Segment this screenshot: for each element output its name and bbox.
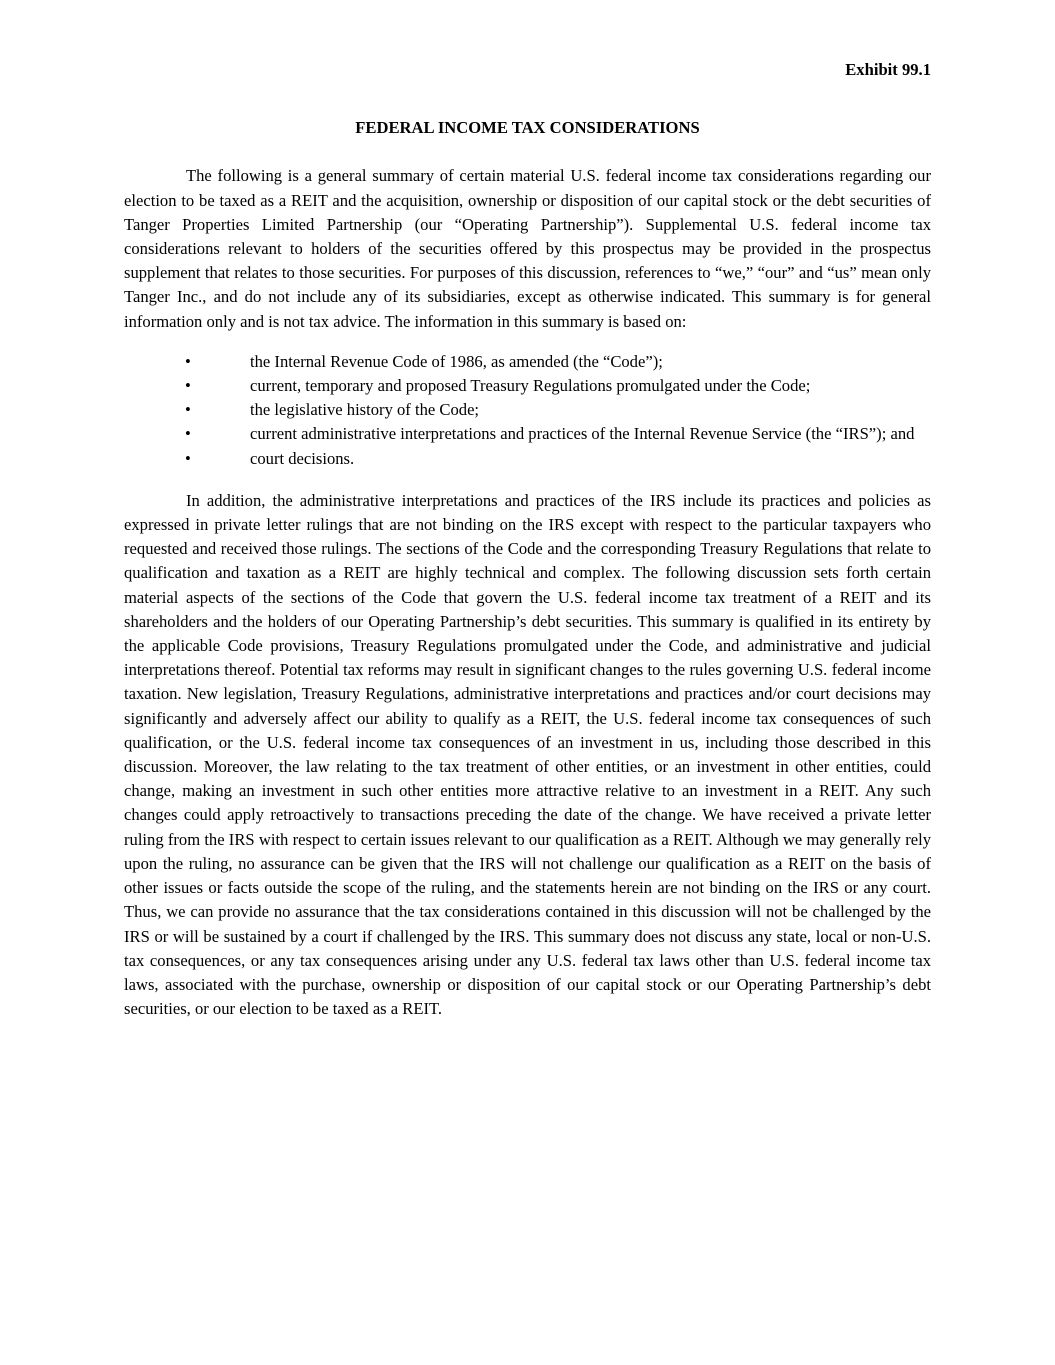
- list-item: [124, 374, 931, 398]
- bullet-text: the Internal Revenue Code of 1986, as amended (the “Code”);: [250, 351, 663, 371]
- bullet-icon: •: [185, 424, 191, 444]
- bullet-text: current, temporary and proposed Treasury Regulations promulgated under the Code;: [250, 376, 811, 396]
- intro-paragraph: The following is a general summary of certain material U.S. federal income tax considerations regarding our election to be taxed as a REIT and the acquisition, ownership or disposition of our capital stock or the debt securities of Tanger Properties Limited Partnership (our “Operating Partnership”). Supplemental U.S. federal income tax considerations relevant to holders of the securities offered by this prospectus may be provided in the prospectus supplement that relates to those securities. For purposes of this discussion, references to “we,” “our” and “us” mean only Tanger Inc., and do not include any of its subsidiaries, except as otherwise indicated. This summary is for general information only and is not tax advice. The information in this summary is based on:: [124, 166, 931, 331]
- list-item: [124, 447, 931, 471]
- list-item: [124, 398, 931, 422]
- bullet-list: [124, 350, 931, 471]
- body-paragraph: In addition, the administrative interpretations and practices of the IRS include its practices and policies as expressed in private letter rulings that are not binding on the IRS except with respect to the particular taxpayers who requested and received those rulings. The sections of the Code and the corresponding Treasury Regulations that relate to qualification and taxation as a REIT are highly technical and complex. The following discussion sets forth certain material aspects of the sections of the Code that govern the U.S. federal income tax treatment of a REIT and its shareholders and the holders of our Operating Partnership’s debt securities. This summary is qualified in its entirety by the applicable Code provisions, Treasury Regulations promulgated under the Code, and administrative and judicial interpretations thereof. Potential tax reforms may result in significant changes to the rules governing U.S. federal income taxation. New legislation, Treasury Regulations, administrative interpretations and practices and/or court decisions may significantly and adversely affect our ability to qualify as a REIT, the U.S. federal income tax consequences of such qualification, or the U.S. federal income tax consequences of an investment in us, including those described in this discussion. Moreover, the law relating to the tax treatment of other entities, or an investment in other entities, could change, making an investment in such other entities more attractive relative to an investment in a REIT. Any such changes could apply retroactively to transactions preceding the date of the change. We have received a private letter ruling from the IRS with respect to certain issues relevant to our qualification as a REIT. Although we may generally rely upon the ruling, no assurance can be given that the IRS will not challenge our qualification as a REIT on the basis of other issues or facts outside the scope of the ruling, and the statements herein are not binding on the IRS or any court. Thus, we can provide no assurance that the tax considerations contained in this discussion will not be challenged by the IRS or will be sustained by a court if challenged by the IRS. This summary does not discuss any state, local or non-U.S. tax consequences, or any tax consequences arising under any U.S. federal tax laws other than U.S. federal income tax laws, associated with the purchase, ownership or disposition of our capital stock or our Operating Partnership’s debt securities, or our election to be taxed as a REIT.: [124, 490, 931, 1019]
- bullet-icon: •: [185, 376, 191, 396]
- bullet-text: court decisions.: [250, 448, 355, 468]
- bullet-text: the legislative history of the Code;: [250, 400, 480, 420]
- exhibit-label: Exhibit 99.1: [845, 60, 931, 79]
- bullet-icon: •: [185, 400, 191, 420]
- document-title: FEDERAL INCOME TAX CONSIDERATIONS: [355, 118, 700, 138]
- bullet-icon: •: [185, 448, 191, 468]
- bullet-text: current administrative interpretations and practices of the Internal Revenue Service (the “IRS”); and: [250, 424, 915, 444]
- list-item: [124, 422, 931, 446]
- bullet-icon: •: [185, 351, 191, 371]
- list-item: [124, 350, 931, 374]
